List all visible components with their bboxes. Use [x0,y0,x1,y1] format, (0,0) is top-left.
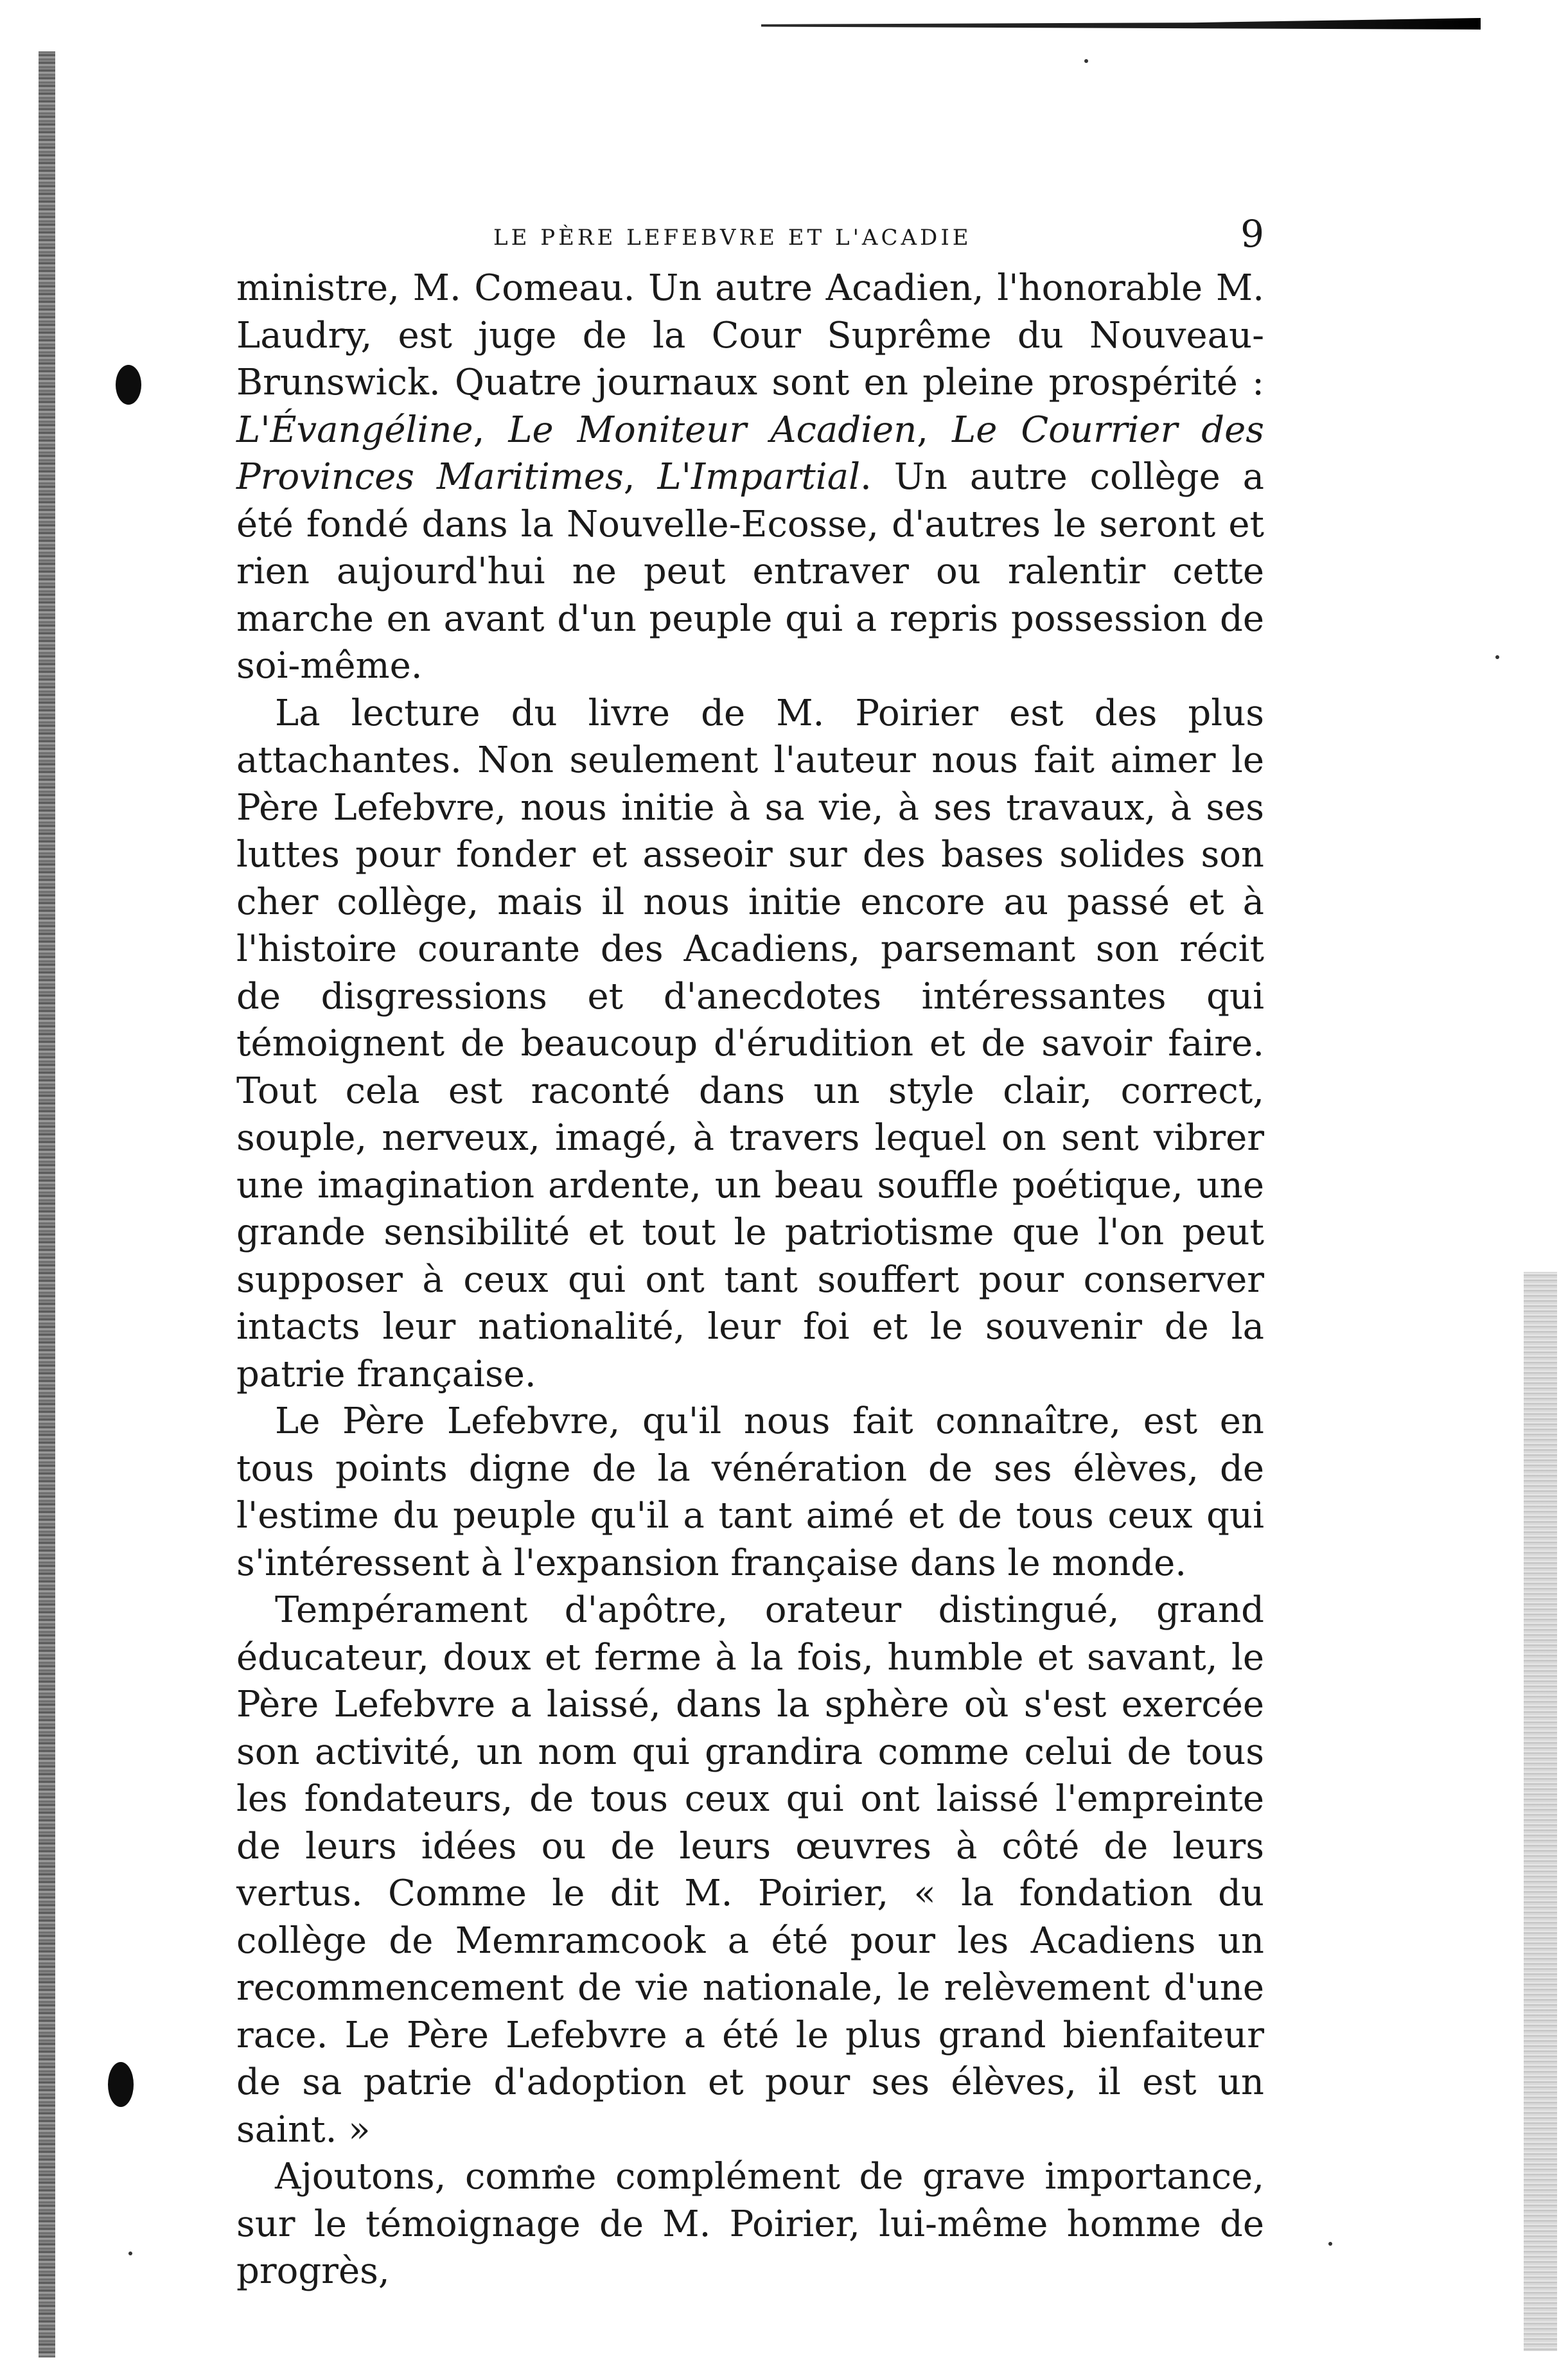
left-scan-edge [39,51,55,2358]
newspaper-title: L'Évangéline [236,409,473,451]
right-scan-edge [1524,1272,1557,2351]
text-segment: Tempérament d'apôtre, orateur distingué, grand éducateur, doux et ferme à la fois, humble et savant, le Père Lefebvre a laissé, dans la sphère où s'est exercée son activité, un nom qui grandira comme celui de tous les fondateurs, de tous ceux qui ont laissé l'empreinte de leurs idées ou de leurs œuvres à côté de leurs vertus. Comme le dit M. Poirier, « la fondation du collège de Memramcook a été pour les Acadiens un recommencement de vie nationale, le relèvement d'une race. Le Père Lefebvre a été le plus grand bienfaiteur de sa patrie d'adoption et pour ses élèves, il est un saint. » [236,1589,1264,2151]
top-scan-rule [761,18,1481,30]
text-segment: Ajoutons, comme complément de grave importance, sur le témoignage de M. Poirier, lui-même homme de progrès, [236,2156,1264,2292]
scan-speck [128,2252,132,2255]
text-segment: , [473,409,509,451]
text-segment: . Un autre collège a été fondé dans la Nouvelle-Ecosse, d'autres le seront et rien aujourd'hui ne peut entraver ou ralentir cette marche en avant d'un peuple qui a repris possession de soi-même. [236,456,1265,687]
page-number: 9 [1240,212,1264,256]
paragraph [236,1398,1264,1587]
page-header [236,212,1264,263]
ink-blot [116,365,141,405]
scan-speck [1328,2242,1332,2246]
newspaper-title: Le Courrier des Provinces Maritimes [236,409,1264,498]
scan-speck [1084,59,1088,63]
paragraph [236,2153,1264,2295]
newspaper-title: L'Impartial [657,456,860,498]
text-segment: , [623,456,658,498]
newspaper-title: Le Moniteur Acadien [508,409,917,451]
text-segment: , [917,409,953,451]
paragraph [236,1587,1264,2153]
ink-blot [108,2062,134,2107]
running-title: LE PÈRE LEFEBVRE ET L'ACADIE [493,225,972,251]
paragraph [236,690,1264,1398]
scan-speck [1495,655,1499,659]
text-segment: Le Père Lefebvre, qu'il nous fait connaître, est en tous points digne de la vénération de ses élèves, de l'estime du peuple qu'il a tant aimé et de tous ceux qui s'intéressent à l'expansion française dans le monde. [236,1400,1264,1584]
text-segment: La lecture du livre de M. Poirier est des plus attachantes. Non seulement l'auteur nous fait aimer le Père Lefebvre, nous initie à sa vie, à ses travaux, à ses luttes pour fonder et asseoir sur des bases solides son cher collège, mais il nous initie encore au passé et à l'histoire courante des Acadiens, parsemant son récit de disgressions et d'anecdotes intéressantes qui témoignent de beaucoup d'érudition et de savoir faire. Tout cela est raconté dans un style clair, correct, souple, nerveux, imagé, à travers lequel on sent vibrer une imagination ardente, un beau souffle poétique, une grande sensibilité et tout le patriotisme que l'on peut supposer à ceux qui ont tant souffert pour conserver intacts leur nationalité, leur foi et le souvenir de la patrie française. [236,692,1264,1395]
text-segment: ministre, M. Comeau. Un autre Acadien, l'honorable M. Laudry, est juge de la Cour Suprême du Nouveau-Brunswick. Quatre journaux sont en pleine prospérité : [236,267,1264,403]
body-text [236,265,1264,2295]
paragraph [236,265,1264,690]
